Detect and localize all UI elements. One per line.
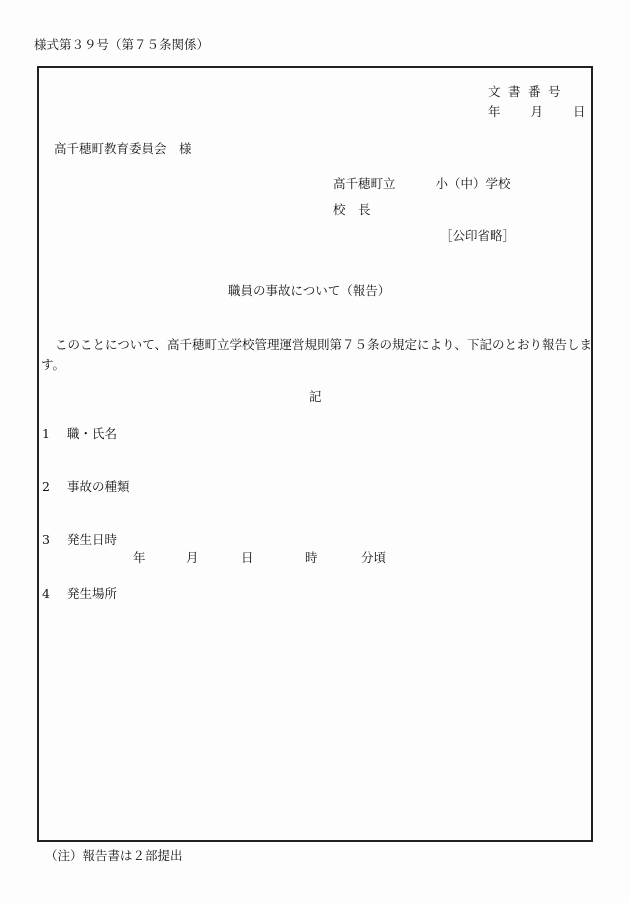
- datetime-year: 年: [133, 550, 146, 565]
- datetime-day: 日: [241, 550, 254, 565]
- sender-school: [333, 178, 511, 191]
- item-staff-name: [42, 428, 117, 441]
- item-label: 発生場所: [67, 586, 118, 601]
- school-prefix: 高千穂町立: [333, 176, 396, 191]
- date-day-label: 日: [573, 104, 586, 119]
- item-number: 3: [42, 532, 50, 547]
- document-number-label: 文書番号: [488, 84, 569, 99]
- date-month-label: 月: [530, 104, 544, 119]
- item-accident-type: [42, 481, 130, 494]
- item-number: 2: [42, 479, 50, 494]
- datetime-hour: 時: [305, 550, 318, 565]
- item-occurrence-datetime: [42, 534, 117, 547]
- footnote: （注）報告書は２部提出: [45, 848, 183, 863]
- form-number: 様式第３９号（第７５条関係）: [34, 37, 210, 52]
- item-label: 発生日時: [67, 532, 118, 547]
- document-title: 職員の事故について（報告）: [228, 283, 391, 298]
- datetime-minute: 分頃: [361, 550, 387, 565]
- item-label: 事故の種類: [67, 479, 130, 494]
- item-number: 1: [42, 426, 50, 441]
- school-type: 小（中）学校: [435, 176, 511, 191]
- date-year-label: 年: [488, 104, 501, 119]
- item-label: 職・氏名: [67, 426, 118, 441]
- datetime-month: 月: [186, 550, 199, 565]
- item-occurrence-place: [42, 588, 117, 601]
- sender-principal: 校 長: [333, 202, 371, 217]
- seal-note: ［公印省略］: [440, 228, 516, 243]
- item-number: 4: [42, 586, 50, 601]
- ki-heading: 記: [309, 389, 322, 404]
- body-text: このことについて、高千穂町立学校管理運営規則第７５条の規定により、下記のとおり報告します。: [41, 337, 593, 372]
- addressee: 高千穂町教育委員会 様: [54, 141, 192, 156]
- date-line: [488, 106, 586, 119]
